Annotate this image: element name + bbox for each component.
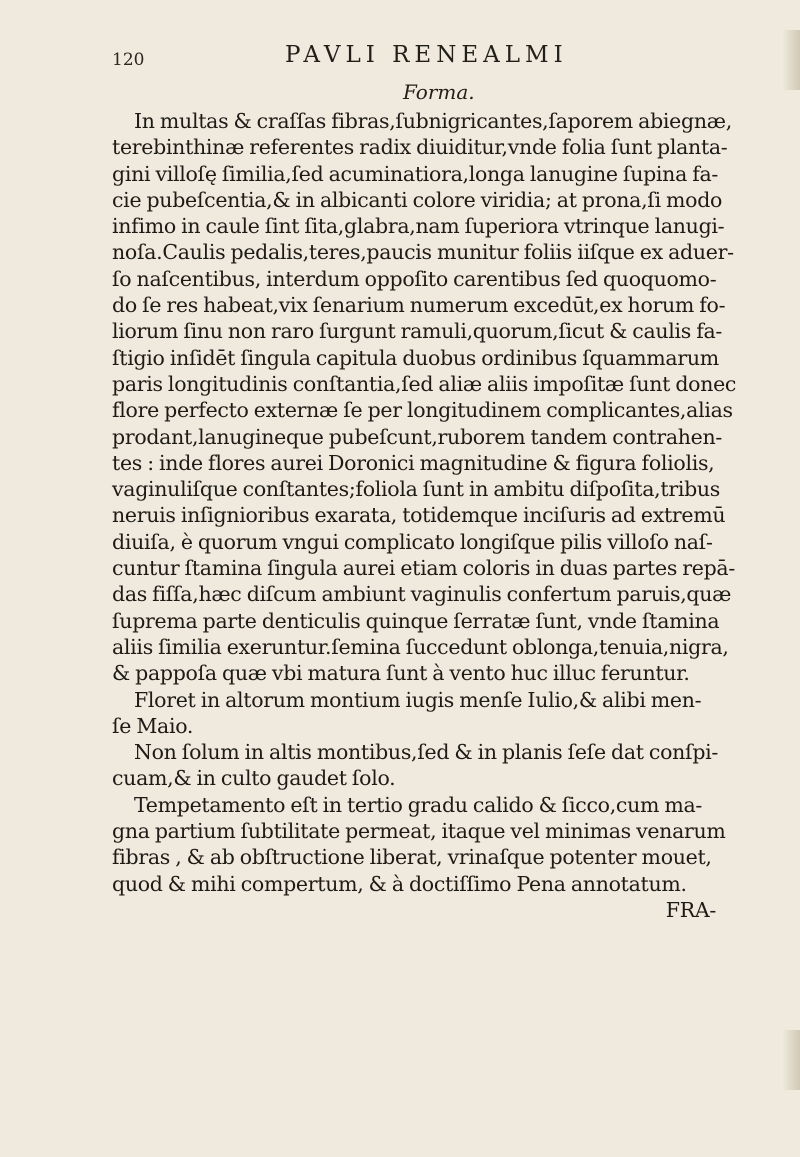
text-line: do ſe res habeat,vix ſenarium numerum excedūt,ex horum fo- [112, 293, 726, 318]
text-line: flore perfecto externæ ſe per longitudinem complicantes,alias [112, 398, 733, 423]
text-line: neruis inſignioribus exarata, totidemque inciſuris ad extremū [112, 503, 726, 528]
text-line: ſtigio inſidēt ſingula capitula duobus ordinibus ſquammarum [112, 345, 719, 370]
text-line: das fiſſa,hæc diſcum ambiunt vaginulis confertum paruis,quæ [112, 582, 732, 607]
text-line: Floret in altorum montium iugis menſe Iulio,& alibi men- [134, 687, 702, 712]
text-line: paris longitudinis conſtantia,ſed aliæ aliis impoſitæ ſunt donec [112, 371, 737, 396]
text-line: quod & mihi compertum, & à doctiſſimo Pena annotatum. [112, 871, 687, 896]
text-line: fibras , & ab obſtructione liberat, vrinaſque potenter mouet, [112, 845, 712, 870]
catchword: FRA- [665, 897, 716, 922]
text-line: Tempetamento eſt in tertio gradu calido & ſicco,cum ma- [134, 792, 703, 817]
text-line: cie pubeſcentia,& in albicanti colore viridia; at prona,ſi modo [112, 187, 723, 212]
text-line: cuntur ſtamina ſingula aurei etiam coloris in duas partes repā- [112, 556, 735, 581]
text-line: cuam,& in culto gaudet ſolo. [112, 766, 396, 791]
running-head: PAVLI RENEALMI [285, 42, 568, 68]
section-title: Forma. [403, 80, 475, 104]
text-line: gini villoſę ſimilia,ſed acuminatiora,longa lanugine ſupina fa- [112, 161, 719, 186]
body-text [112, 108, 737, 923]
text-line: aliis ſimilia exeruntur.ſemina ſuccedunt oblonga,tenuia,nigra, [112, 634, 729, 659]
text-line: gna partium ſubtilitate permeat, itaque vel minimas venarum [112, 819, 726, 844]
text-line: ſe Maio. [112, 713, 194, 738]
text-line: infimo in caule ſint ſita,glabra,nam ſuperiora vtrinque lanugi- [112, 214, 725, 239]
text-line: tes : inde flores aurei Doronici magnitudine & figura foliolis, [112, 450, 715, 475]
page-number: 120 [112, 50, 145, 70]
text-line: In multas & craſſas fibras,ſubnigricantes,ſaporem abiegnæ, [134, 109, 732, 133]
text-line: liorum ſinu non raro ſurgunt ramuli,quorum,ſicut & caulis fa- [112, 319, 723, 344]
text-line: diuiſa, è quorum vngui complicato longiſque pilis villoſo naſ- [112, 529, 713, 554]
text-line: prodant,lanugineque pubeſcunt,ruborem tandem contrahen- [112, 424, 723, 449]
page-edge-shadow [782, 30, 800, 90]
text-line: ſo naſcentibus, interdum oppoſito carentibus ſed quoquomo- [112, 266, 717, 291]
text-line: vaginuliſque conſtantes;foliola ſunt in ambitu diſpoſita,tribus [112, 477, 721, 502]
text-line: & pappoſa quæ vbi matura ſunt à vento huc illuc feruntur. [112, 661, 690, 686]
text-line: Non ſolum in altis montibus,ſed & in planis ſeſe dat conſpi- [134, 740, 719, 765]
text-line: terebinthinæ referentes radix diuiditur,vnde folia ſunt planta- [112, 135, 728, 160]
text-line: noſa.Caulis pedalis,teres,paucis munitur foliis iiſque ex aduer- [112, 240, 734, 265]
page-edge-shadow-lower [782, 1030, 800, 1090]
text-line: ſuprema parte denticulis quinque ſerratæ ſunt, vnde ſtamina [112, 608, 720, 633]
